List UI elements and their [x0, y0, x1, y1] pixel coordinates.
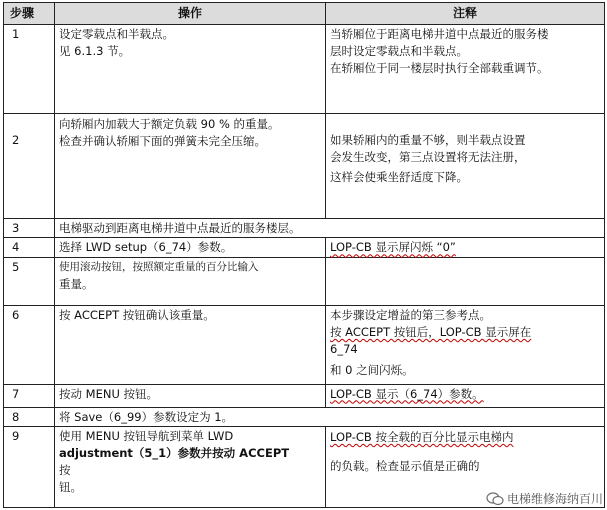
- note-line: 层时设定零载点和半载点。: [330, 44, 468, 59]
- operation-line: 将 Save（6_99）参数设定为 1。: [59, 409, 234, 424]
- table-row: [4, 114, 605, 219]
- operation-line: 电梯驱动到距离电梯井道中点最近的服务楼层。: [59, 221, 301, 236]
- step-cell: 6: [4, 305, 55, 384]
- operation-line: 钮。: [59, 480, 82, 495]
- table-row: [4, 25, 605, 114]
- header-row: [4, 3, 605, 25]
- operation-cell: [55, 257, 326, 305]
- step-cell: 4: [4, 238, 55, 257]
- table-row: [4, 257, 605, 305]
- note-line: LOP-CB 按全载的百分比显示电梯内: [330, 430, 514, 445]
- wechat-icon: [486, 492, 504, 506]
- operation-cell: [55, 384, 326, 407]
- operation-line: 选择 LWD setup（6_74）参数。: [59, 240, 233, 255]
- operation-line: 重量。: [59, 276, 94, 291]
- table-row: [4, 407, 605, 426]
- note-cell: [326, 114, 605, 219]
- step-cell: 1: [4, 25, 55, 114]
- operation-line: 设定零载点和半载点。: [59, 27, 174, 42]
- note-line: 本步骤设定增益的第三参考点。: [330, 307, 491, 322]
- operation-cell: [55, 114, 326, 219]
- table-row: [4, 219, 605, 238]
- operation-line: 按 ACCEPT 按钮确认该重量。: [59, 307, 215, 322]
- operation-cell: [55, 407, 605, 426]
- operation-line: 见 6.1.3 节。: [59, 44, 131, 59]
- header-note: 注释: [326, 3, 605, 25]
- step-cell: 5: [4, 257, 55, 305]
- note-cell: [326, 305, 605, 384]
- operation-line: 向轿厢内加载大于额定负载 90 % 的重量。: [59, 117, 280, 132]
- note-line: 6_74: [330, 341, 358, 356]
- operation-line: 按动 MENU 按钮。: [59, 386, 159, 401]
- note-line: 当轿厢位于距离电梯井道中点最近的服务楼: [330, 27, 549, 42]
- note-cell: [326, 25, 605, 114]
- operation-line: 使用 MENU 按钮导航到菜单 LWD: [59, 429, 234, 444]
- note-line: 的负载。检查显示值是正确的: [330, 459, 480, 474]
- operation-cell: [55, 25, 326, 114]
- operation-cell: [55, 219, 605, 238]
- operation-line: adjustment（5_1）参数并按动 ACCEPT: [59, 446, 290, 461]
- note-line: LOP-CB 显示（6_74）参数。: [330, 386, 484, 401]
- note-cell: [326, 238, 605, 257]
- step-cell: 2: [4, 114, 55, 219]
- note-cell: [326, 384, 605, 407]
- note-line: 和 0 之间闪烁。: [330, 362, 414, 377]
- watermark-text: 电梯维修海纳百川: [506, 492, 603, 506]
- note-line: 如果轿厢内的重量不够，则半载点设置: [330, 133, 526, 148]
- table-row: [4, 384, 605, 407]
- operation-line: 检查并确认轿厢下面的弹簧未完全压缩。: [59, 134, 266, 149]
- header-step: 步骤: [4, 3, 55, 25]
- table-row: [4, 305, 605, 384]
- note-line: LOP-CB 显示屏闪烁 “0”: [330, 240, 456, 255]
- operation-line: 按: [59, 463, 71, 478]
- procedure-table: [3, 2, 605, 508]
- note-line: 会发生改变，第三点设置将无法注册，: [330, 150, 526, 165]
- operation-line: 使用滚动按钮，按照额定重量的百分比输入: [59, 260, 259, 273]
- note-cell: [326, 257, 605, 305]
- header-operation: 操作: [55, 3, 326, 25]
- note-line: 在轿厢位于同一楼层时执行全部载重调节。: [330, 61, 549, 76]
- step-cell: 9: [4, 427, 55, 508]
- table-row: [4, 238, 605, 257]
- step-cell: 7: [4, 384, 55, 407]
- watermark: [486, 490, 603, 507]
- note-line: 这样会使乘坐舒适度下降。: [330, 170, 468, 185]
- note-line: 按 ACCEPT 按钮后，LOP-CB 显示屏在: [330, 324, 532, 339]
- operation-cell: [55, 427, 326, 508]
- step-cell: 8: [4, 407, 55, 426]
- operation-cell: [55, 238, 326, 257]
- operation-cell: [55, 305, 326, 384]
- step-cell: 3: [4, 219, 55, 238]
